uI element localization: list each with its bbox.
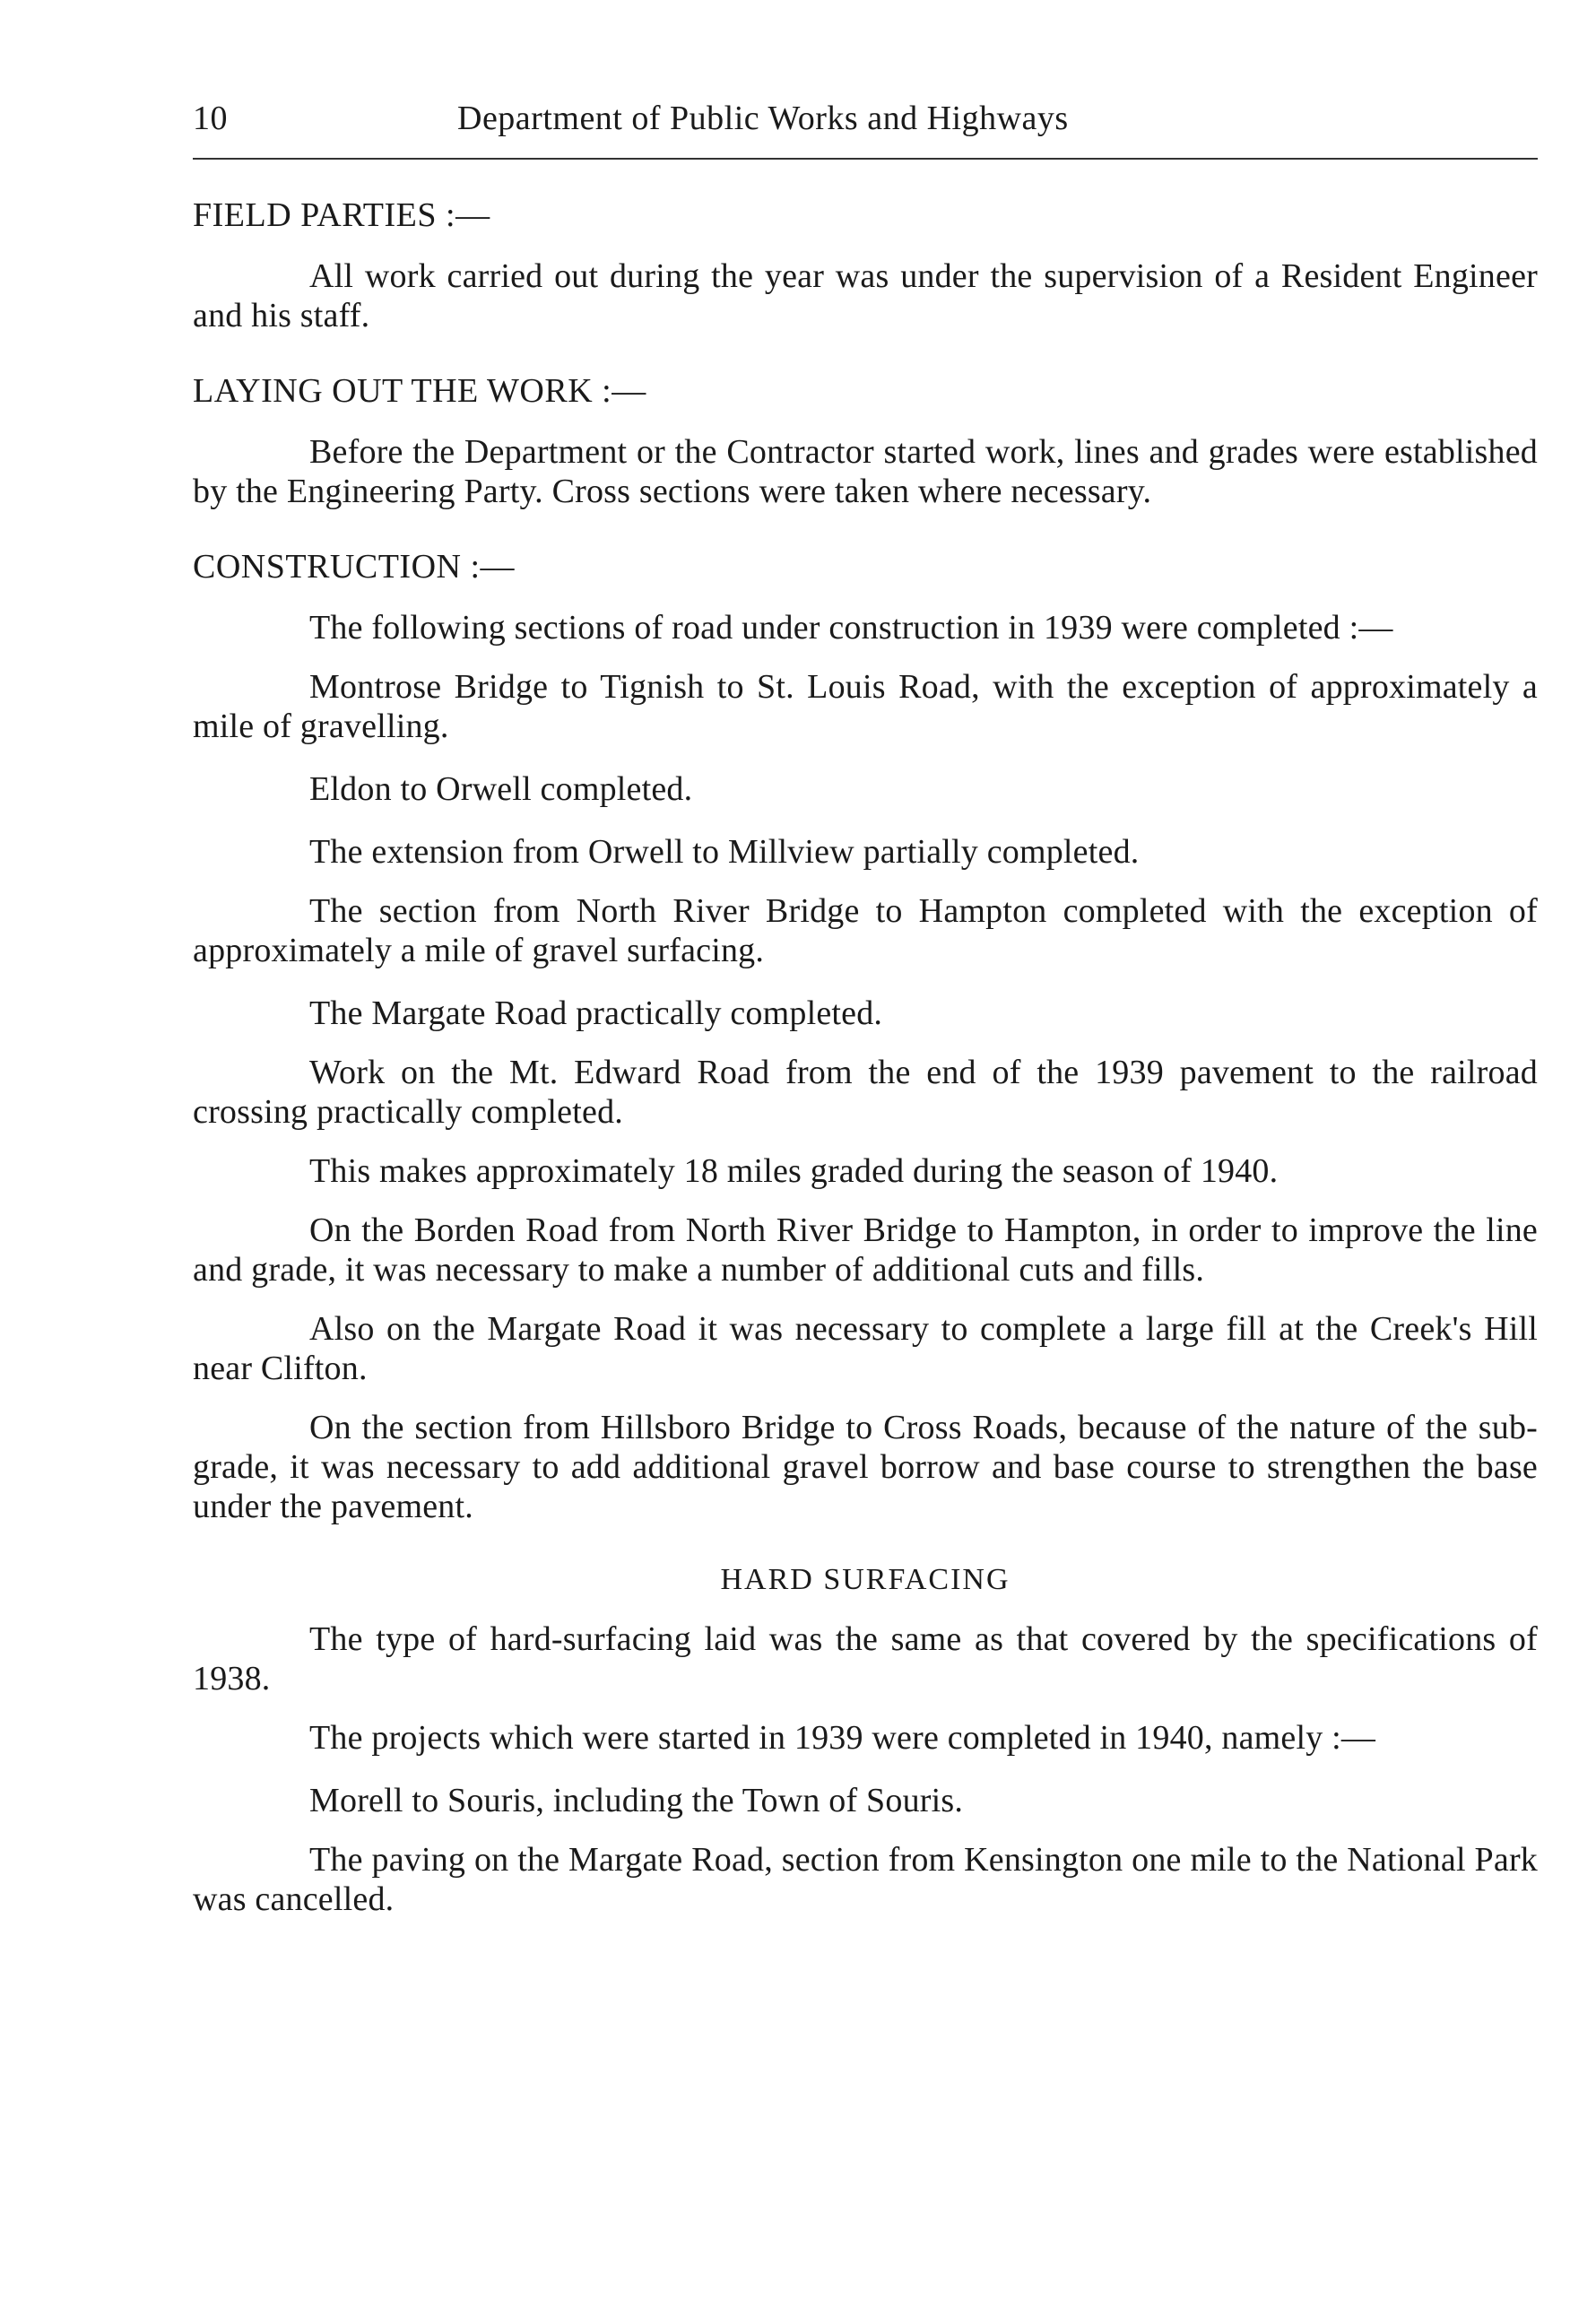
section-heading-hard-surfacing: HARD SURFACING xyxy=(720,1563,1011,1596)
paragraph: The extension from Orwell to Millview partially completed. xyxy=(309,833,1140,871)
header-rule xyxy=(193,158,1538,160)
paragraph: Montrose Bridge to Tignish to St. Louis Road, with the exception of approximately a mile of gravelling. xyxy=(193,668,1538,745)
paragraph: The projects which were started in 1939 were completed in 1940, namely :— xyxy=(309,1719,1376,1757)
paragraph: Eldon to Orwell completed. xyxy=(309,770,693,808)
paragraph: The type of hard-surfacing laid was the same as that covered by the specifications of 1938. xyxy=(193,1620,1538,1697)
paragraph: Also on the Margate Road it was necessary to complete a large fill at the Creek's Hill near Clifton. xyxy=(193,1310,1538,1387)
page-number: 10 xyxy=(193,100,228,137)
document-page xyxy=(193,97,1538,1919)
section-heading-field-parties: FIELD PARTIES :— xyxy=(193,196,490,234)
paragraph: Morell to Souris, including the Town of Souris. xyxy=(309,1782,964,1819)
paragraph: On the Borden Road from North River Bridge to Hampton, in order to improve the line and grade, it was necessary to make a number of additional cuts and fills. xyxy=(193,1211,1538,1289)
paragraph: Before the Department or the Contractor started work, lines and grades were established by the Engineering Party. Cross sections were taken where necessary. xyxy=(193,433,1538,510)
paragraph: The section from North River Bridge to Hampton completed with the exception of approximately a mile of gravel surfacing. xyxy=(193,892,1538,969)
paragraph: The paving on the Margate Road, section from Kensington one mile to the National Park was cancelled. xyxy=(193,1841,1538,1918)
paragraph: Work on the Mt. Edward Road from the end of the 1939 pavement to the railroad crossing practically completed. xyxy=(193,1054,1538,1131)
header-title: Department of Public Works and Highways xyxy=(457,100,1069,137)
paragraph: This makes approximately 18 miles graded during the season of 1940. xyxy=(309,1152,1279,1190)
running-header xyxy=(193,97,1538,151)
section-heading-construction: CONSTRUCTION :— xyxy=(193,548,516,586)
paragraph: All work carried out during the year was under the supervision of a Resident Engineer and his staff. xyxy=(193,257,1538,334)
paragraph: The Margate Road practically completed. xyxy=(309,994,883,1032)
section-heading-laying-out: LAYING OUT THE WORK :— xyxy=(193,372,646,410)
paragraph: On the section from Hillsboro Bridge to Cross Roads, because of the nature of the sub-grade, it was necessary to add additional gravel borrow and base course to strengthen the base under the pavement. xyxy=(193,1409,1538,1525)
paragraph: The following sections of road under construction in 1939 were completed :— xyxy=(309,609,1393,647)
